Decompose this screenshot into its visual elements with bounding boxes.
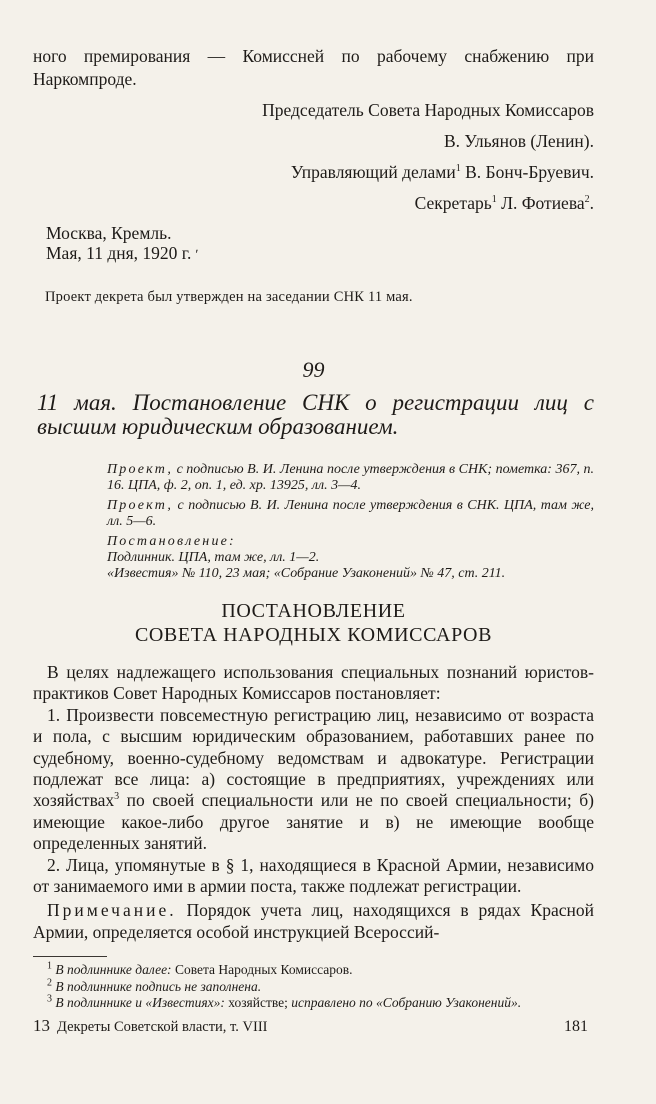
footnote-3 [33, 995, 594, 1012]
source-item: Подлинник. ЦПА, там же, лл. 1—2. [107, 550, 320, 565]
footnote-text: Совета Народных Комиссаров. [171, 962, 353, 978]
decree-item-1 [33, 705, 594, 855]
footnote-mark: 1 [455, 163, 461, 175]
footnote-mark: 1 [47, 960, 52, 972]
place: Москва, Кремль. [46, 223, 172, 243]
source-item [107, 534, 594, 550]
footnote-mark: 3 [47, 993, 52, 1005]
document-heading: 11 мая. Постановление СНК о регистрации лиц с высшим юридическим образованием. [37, 390, 594, 439]
affairs-manager-signature [33, 161, 594, 184]
decree-item-2: 2. Лица, упомянутые в § 1, находящиеся в Красной Армии, независимо от занимаемого ими в армии поста, также подлежат регистрации. [33, 854, 594, 897]
secretary-name: Л. Фотиева [496, 193, 585, 213]
footnote-mark: 3 [114, 791, 120, 803]
footnote-divider [33, 956, 107, 957]
footnote-italic: исправлено по «Собранию Узаконений». [287, 995, 522, 1011]
date: Мая, 11 дня, 1920 г. [46, 243, 192, 263]
source-item [107, 498, 594, 530]
footnote-text: хозяйстве; [224, 995, 288, 1011]
source-label: Проект, [107, 498, 174, 513]
chairman-title: Председатель Совета Народных Комиссаров [262, 100, 594, 120]
signature-block [33, 99, 594, 215]
archival-sources [33, 462, 594, 582]
footnote-italic: В подлиннике далее: [52, 962, 172, 978]
printer-signature-number: 13 [33, 1016, 50, 1035]
page-number: 181 [564, 1018, 588, 1035]
date-line [46, 243, 594, 266]
item-text: по своей специальности или не по своей специальности; б) имеющие какое-либо другое занятие и в) не имеющие вообще определенных занятий. [33, 790, 594, 854]
footnote-italic: В подлиннике подпись не заполнена. [52, 978, 262, 994]
item-text: 1. Произвести повсеместную регистрацию лиц, независимо от возраста и пола, с высшим юридическим образованием, работавших ранее по судебному, военно-судебному ведомствам и адвокатуре. Регистрации подлежат все лица: а) состоящие в предприятиях, учреждениях или хозяйствах [33, 704, 594, 811]
affairs-title: Управляющий делами [290, 162, 456, 182]
footnote-mark: 2 [584, 194, 590, 206]
decree-note [33, 900, 594, 943]
book-title: Декреты Советской власти, т. VIII [57, 1019, 268, 1035]
source-label: Проект, [107, 462, 174, 477]
approval-note: Проект декрета был утвержден на заседании СНК 11 мая. [45, 289, 413, 305]
decree-title-line: ПОСТАНОВЛЕНИЕ [221, 600, 406, 622]
decree-title [33, 599, 594, 647]
book-page [0, 45, 656, 1104]
affairs-name: В. Бонч-Бруевич. [460, 162, 594, 182]
decree-body [33, 662, 594, 943]
secretary-signature [33, 192, 594, 215]
decree-title-line: СОВЕТА НАРОДНЫХ КОМИССАРОВ [134, 624, 493, 646]
note-label: Примечание. [47, 900, 177, 921]
footnote-mark: 2 [47, 977, 52, 989]
source-item: «Известия» № 110, 23 мая; «Собрание Узаконений» № 47, ст. 211. [107, 566, 506, 581]
footnote-2 [33, 979, 594, 996]
place-and-date [33, 223, 594, 266]
handwritten-tick-mark: ʹ [195, 248, 199, 263]
source-item [107, 462, 594, 494]
continuation-text: ного премирования — Комиссней по рабочему снабжению при Наркомпроде. [33, 46, 594, 89]
decree-preamble: В целях надлежащего использования специальных познаний юристов-практиков Совет Народных Комиссаров постановляет: [33, 662, 594, 704]
source-text: с подписью В. И. Ленина после утверждения в СНК. ЦПА, там же, лл. 5—6. [107, 498, 594, 529]
footnote-italic: В подлиннике и «Известиях»: [52, 995, 225, 1011]
source-label: Постановление: [107, 534, 236, 549]
secretary-title: Секретарь [414, 193, 492, 213]
footnotes [33, 962, 594, 1012]
page-footer [33, 1016, 594, 1036]
secretary-end: . [589, 193, 594, 213]
chairman-name: В. Ульянов (Ленин). [444, 131, 594, 151]
footnote-mark: 1 [491, 194, 497, 206]
document-number: 99 [302, 357, 325, 382]
note-text: Порядок учета лиц, находящихся в рядах Красной Армии, определяется особой инструкцией Всероссий- [33, 900, 594, 942]
footnote-1 [33, 962, 594, 979]
source-text: с подписью В. И. Ленина после утверждения в СНК; пометка: 367, п. 16. ЦПА, ф. 2, оп. 1, ед. хр. 13925, лл. 3—4. [107, 462, 594, 493]
